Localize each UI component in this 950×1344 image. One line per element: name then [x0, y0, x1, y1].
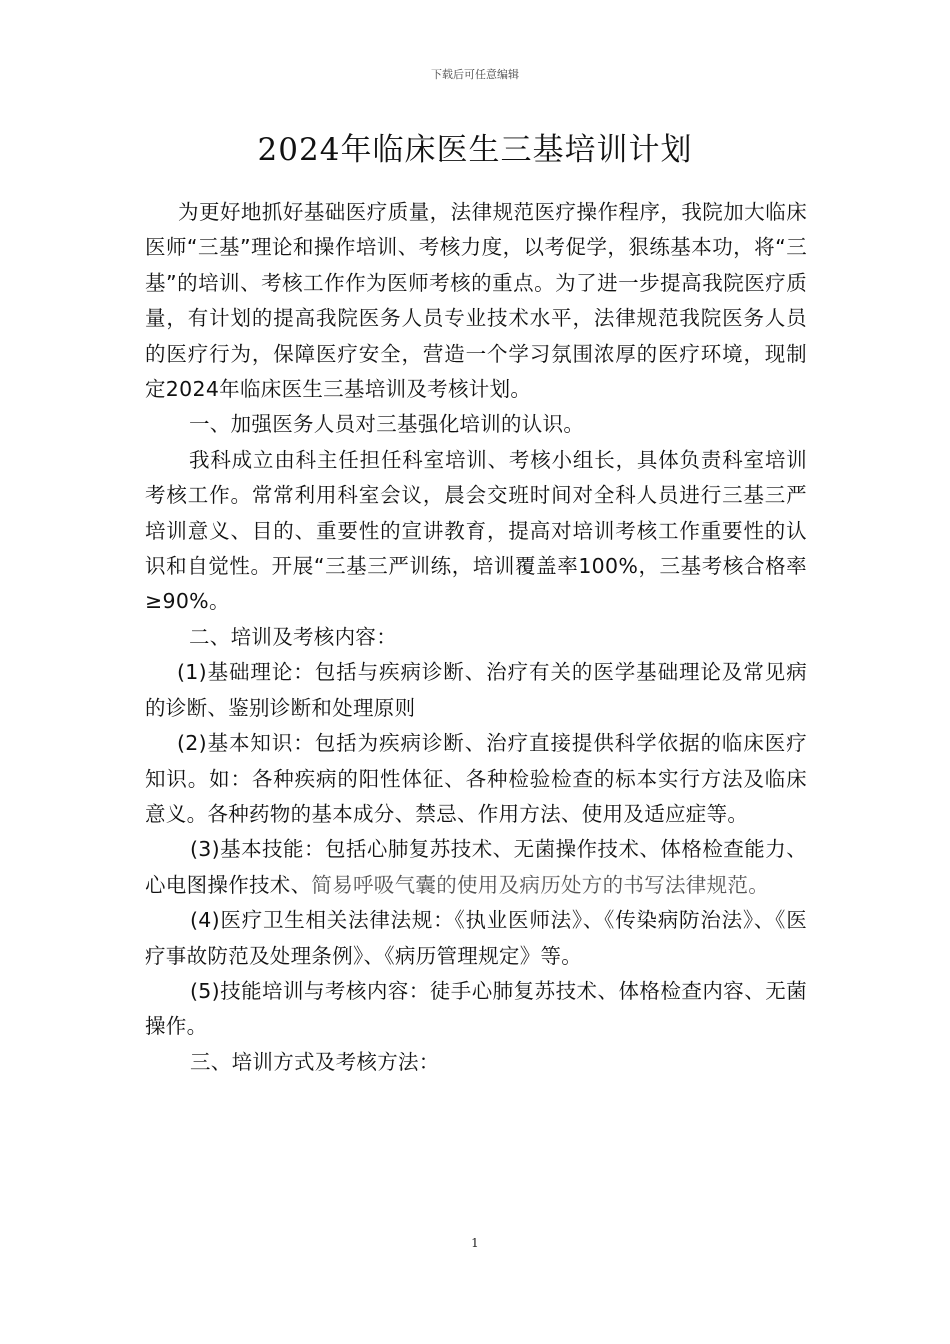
intro-paragraph: 为更好地抓好基础医疗质量，法律规范医疗操作程序，我院加大临床医师“三基”理论和操作培训、考核力度，以考促学，狠练基本功，将“三基”的培训、考核工作作为医师考核的重点。为了进一步提高我院医疗质量，有计划的提高我院医务人员专业技术水平，法律规范我院医务人员的医疗行为，保障医疗安全，营造一个学习氛围浓厚的医疗环境，现制定2024年临床医生三基培训及考核计划。 — [145, 200, 807, 402]
item-basic-skills-text: (3)基本技能：包括心肺复苏技术、无菌操作技术、体格检查能力、心电图操作技术、 — [145, 837, 807, 897]
item-basic-skills-text-gray: 简易呼吸气囊的使用及病历处方的书写法律规范。 — [311, 872, 770, 897]
section-1-paragraph: 我科成立由科主任担任科室培训、考核小组长，具体负责科室培训考核工作。常常利用科室会议，晨会交班时间对全科人员进行三基三严培训意义、目的、重要性的宣讲教育，提高对培训考核工作重要性的认识和自觉性。开展“三基三严训练，培训覆盖率100%，三基考核合格率≥90%。 — [145, 447, 807, 614]
section-heading-3: 三、培训方式及考核方法： — [190, 1049, 440, 1074]
document-title: 2024年临床医生三基培训计划 — [257, 132, 693, 168]
item-basic-knowledge: (2)基本知识：包括为疾病诊断、治疗直接提供科学依据的临床医疗知识。如：各种疾病的阳性体征、各种检验检查的标本实行方法及临床意义。各种药物的基本成分、禁忌、作用方法、使用及适应症等。 — [145, 731, 807, 826]
page-number: 1 — [471, 1236, 479, 1250]
item-laws-regulations: (4)医疗卫生相关法律法规：《执业医师法》、《传染病防治法》、《医疗事故防范及处理条例》、《病历管理规定》等。 — [145, 908, 807, 968]
item-skill-training: (5)技能培训与考核内容：徒手心肺复苏技术、体格检查内容、无菌操作。 — [145, 978, 807, 1039]
section-heading-2: 二、培训及考核内容： — [189, 624, 397, 649]
item-basic-theory: (1)基础理论：包括与疾病诊断、治疗有关的医学基础理论及常见病的诊断、鉴别诊断和处理原则 — [145, 660, 807, 720]
section-heading-1: 一、加强医务人员对三基强化培训的认识。 — [189, 412, 585, 437]
page-header: 下载后可任意编辑 — [431, 68, 519, 81]
document-body — [145, 195, 807, 1080]
item-basic-skills — [145, 832, 807, 903]
